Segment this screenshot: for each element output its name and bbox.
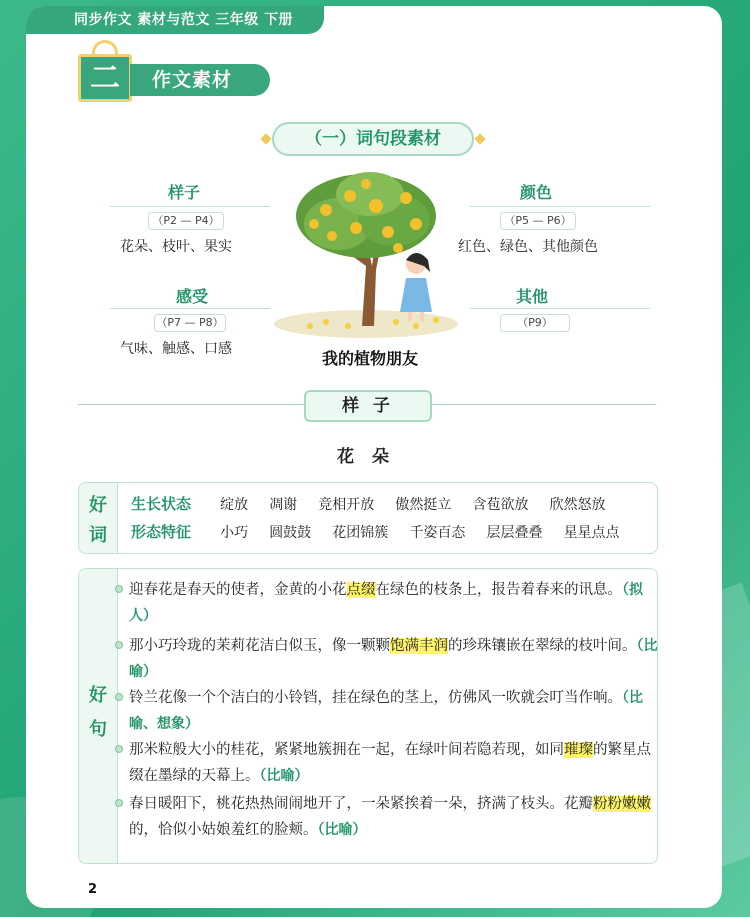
rhetoric-tag: （比喻、想象） bbox=[129, 690, 643, 732]
diamond-icon bbox=[260, 133, 271, 144]
word: 圆鼓鼓 bbox=[269, 525, 312, 541]
good-words-side bbox=[79, 483, 118, 553]
good-words-card bbox=[78, 482, 658, 554]
page-number: 2 bbox=[88, 882, 98, 897]
sentence-item: 迎春花是春天的使者，金黄的小花点缀在绿色的枝条上，报告着春来的讯息。（拟人） bbox=[129, 577, 658, 629]
section-number-badge bbox=[78, 40, 132, 102]
bullet-icon bbox=[115, 745, 123, 753]
branch-other-title: 其他 bbox=[516, 287, 549, 306]
topic-title: 样 子 bbox=[304, 390, 432, 422]
sentence-item: 那米粒般大小的桂花，紧紧地簇拥在一起，在绿叶间若隐若现，如同璀璨的繁星点缀在墨绿的天幕上。（比喻） bbox=[129, 737, 658, 789]
branch-color-items: 红色、绿色、其他颜色 bbox=[458, 239, 598, 255]
word-row bbox=[131, 493, 622, 515]
good-sentences-card bbox=[78, 568, 658, 864]
word: 千姿百态 bbox=[409, 525, 466, 541]
branch-line bbox=[110, 206, 270, 207]
word: 傲然挺立 bbox=[395, 497, 452, 513]
word: 层层叠叠 bbox=[486, 525, 543, 541]
bullet-icon bbox=[115, 641, 123, 649]
tree-illustration bbox=[266, 166, 466, 346]
sub-section-banner bbox=[266, 122, 480, 156]
diamond-icon bbox=[474, 133, 485, 144]
bullet-icon bbox=[115, 585, 123, 593]
branch-line bbox=[470, 308, 650, 309]
branch-line bbox=[470, 206, 650, 207]
section-number: 二 bbox=[90, 61, 120, 96]
word: 花团锦簇 bbox=[332, 525, 389, 541]
sentence-item: 那小巧玲珑的茉莉花洁白似玉，像一颗颗饱满丰润的珍珠镶嵌在翠绿的枝叶间。（比喻） bbox=[129, 633, 658, 685]
word: 含苞欲放 bbox=[472, 497, 529, 513]
branch-appearance-pages: （P2 — P4） bbox=[148, 212, 224, 230]
word: 星星点点 bbox=[563, 525, 620, 541]
rhetoric-tag: （比喻） bbox=[317, 822, 367, 838]
branch-appearance-items: 花朵、枝叶、果实 bbox=[120, 239, 232, 255]
good-words-label-2: 词 bbox=[89, 525, 107, 546]
section-title: 作文素材 bbox=[130, 64, 270, 96]
good-sentences-label-1: 好 bbox=[89, 685, 107, 706]
rhetoric-tag: （比喻） bbox=[129, 638, 658, 680]
badge-frame bbox=[78, 54, 132, 102]
word: 小巧 bbox=[220, 525, 249, 541]
highlighted-word: 点缀 bbox=[346, 582, 376, 598]
word-row-label: 形态特征 bbox=[131, 523, 192, 541]
branch-appearance-title: 样子 bbox=[168, 183, 201, 202]
branch-feeling-title: 感受 bbox=[176, 287, 209, 306]
branch-feeling-items: 气味、触感、口感 bbox=[120, 341, 232, 357]
word-row-label: 生长状态 bbox=[131, 495, 192, 513]
word: 竞相开放 bbox=[318, 497, 375, 513]
bullet-icon bbox=[115, 799, 123, 807]
word: 欣然怒放 bbox=[549, 497, 606, 513]
mindmap-center-caption: 我的植物朋友 bbox=[321, 349, 418, 368]
series-header: 同步作文 素材与范文 三年级 下册 bbox=[26, 6, 324, 34]
good-words-label-1: 好 bbox=[89, 495, 107, 516]
subtopic-title: 花 朵 bbox=[337, 447, 395, 467]
word: 凋谢 bbox=[269, 497, 298, 513]
highlighted-word: 璀璨 bbox=[564, 742, 593, 758]
branch-other-pages: （P9） bbox=[500, 314, 570, 332]
word-row bbox=[131, 521, 636, 543]
highlighted-word: 饱满丰润 bbox=[390, 638, 448, 654]
sentence-item: 春日暖阳下，桃花热热闹闹地开了，一朵紧挨着一朵，挤满了枝头。花瓣粉粉嫩嫩的，恰似小姑娘羞红的脸颊。（比喻） bbox=[129, 791, 658, 843]
bullet-icon bbox=[115, 693, 123, 701]
branch-color-title: 颜色 bbox=[520, 183, 553, 202]
book-page bbox=[26, 6, 722, 908]
sentence-item: 铃兰花像一个个洁白的小铃铛，挂在绿色的茎上，仿佛风一吹就会叮当作响。（比喻、想象） bbox=[129, 685, 658, 737]
rhetoric-tag: （比喻） bbox=[259, 768, 309, 784]
good-sentences-side bbox=[79, 569, 118, 863]
good-sentences-label-2: 句 bbox=[89, 719, 107, 740]
sub-section-title: （一）词句段素材 bbox=[272, 122, 474, 156]
rhetoric-tag: （拟人） bbox=[129, 582, 643, 624]
branch-line bbox=[110, 308, 270, 309]
highlighted-word: 粉粉嫩嫩 bbox=[593, 796, 651, 812]
divider-line-left bbox=[78, 404, 304, 405]
branch-color-pages: （P5 — P6） bbox=[500, 212, 576, 230]
divider-line-right bbox=[432, 404, 656, 405]
word: 绽放 bbox=[220, 497, 249, 513]
branch-feeling-pages: （P7 — P8） bbox=[154, 314, 226, 332]
